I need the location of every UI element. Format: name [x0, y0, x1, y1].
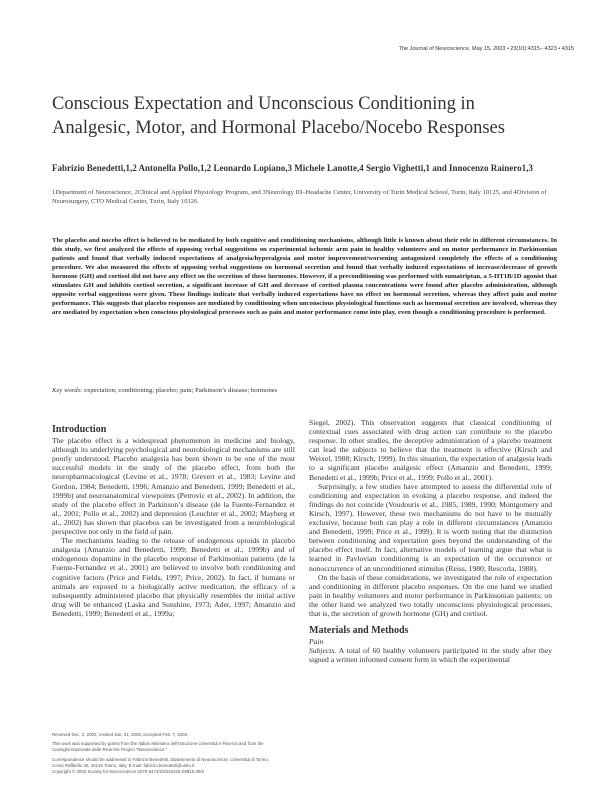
- author-list: Fabrizio Benedetti,1,2 Antonella Pollo,1,2 Leonardo Lopiano,3 Michele Lanotte,4 Sergio Vighetti,1 and Innocenzo Rainero1,3: [52, 163, 533, 173]
- subjects-paragraph: [309, 646, 552, 664]
- running-header: The Journal of Neuroscience, May 15, 2003 • 23(10):4315– 4323 • 4315: [398, 46, 574, 52]
- pain-subheading: Pain: [309, 637, 324, 647]
- body-paragraph: Siegel, 2002). This observation suggests that classical conditioning of contextual cues associated with drug action can contribute to the placebo response. In other studies, the deceptive administration of a placebo treatment can lead the subjects to believe that the treatment is effective (Kirsch and Weixel, 1988; Kirsch, 1999). In this situation, the expectation of analgesia leads to a significant placebo analgesic effect (Amanzio and Benedetti, 1999; Benedetti et al., 1999b; Price et al., 1999; Pollo et al., 2001).: [309, 418, 552, 482]
- footnote-line: Consiglio Nazionale delle Ricerche Project “Neuroscience.”: [52, 747, 167, 753]
- footnote-line: Received Dec. 2, 2002; revised Jan. 31, 2003; accepted Feb. 7, 2003.: [52, 732, 189, 737]
- keywords-label: Key words:: [52, 387, 83, 394]
- abstract: The placebo and nocebo effect is believed to be mediated by both cognitive and conditioning mechanisms, although little is known about their role in different circumstances. In this study, we first analyzed the effects of opposing verbal suggestions on experimental ischemic arm pain in healthy volunteers and on motor performance in Parkinsonian patients and found that verbally induced expectations of analgesia/hyperalgesia and motor improvement/worsening antagonized completely the effects of a conditioning procedure. We also measured the effects of opposing verbal suggestions on hormonal secretion and found that verbally induced expectations of increase/decrease of growth hormone (GH) and cortisol did not have any effect on the secretion of these hormones. However, if a preconditioning was performed with sumatriptan, a 5-HT1B/1D agonist that stimulates GH and inhibits cortisol secretion, a significant increase of GH and decrease of cortisol plasma concentrations were found after placebo administration, although opposite verbal suggestions were given. These findings indicate that verbally induced expectations have no effect on hormonal secretion, whereas they affect pain and motor performance. This suggests that placebo responses are mediated by conditioning when unconscious physiological functions such as hormonal secretion are involved, whereas they are mediated by expectation when conscious physiological processes such as pain and motor performance come into play, even though a conditioning procedure is performed.: [52, 237, 557, 316]
- footnote-line: Copyright © 2003 Society for Neuroscience 0270-6474/03/234315-09$15.00/0: [52, 769, 204, 775]
- keywords: [52, 387, 557, 394]
- footnote-line: This work was supported by grants from the Italian Ministero dell’Istruzione Università e Ricerca and from the: [52, 741, 264, 747]
- keywords-text: expectation; conditioning; placebo; pain; Parkinson’s disease; hormones: [82, 387, 278, 394]
- left-column: [52, 425, 295, 618]
- body-paragraph: Surprisingly, a few studies have attempted to assess the differential role of conditioning and expectation in evoking a placebo response, and indeed the findings do not coincide (Voudouris et al., 1985, 1989, 1990; Montgomery and Kirsch, 1997). However, these two mechanisms do not have to be mutually exclusive, because both can play a role in different circumstances (Amanzio and Benedetti, 1999; Price et al., 1999). It is worth noting that the distinction between conditioning and expectation goes beyond the understanding of the placebo effect itself. In fact, alternative models of learning argue that what is learned in Pavlovian conditioning is an expectation of the occurrence or nonoccurrence of an unconditioned stimulus (Reiss, 1980; Rescorla, 1988).: [309, 481, 552, 573]
- right-column: [309, 418, 552, 664]
- footnote-line: Correspondence should be addressed to Fabrizio Benedetti, Dipartimento di Neuroscienze, Università di Torino,: [52, 756, 269, 762]
- subjects-label: Subjects.: [309, 646, 337, 656]
- footnote-line: Corso Raffaello 30, 10125 Torino, Italy. E-mail: fabrizio.benedetti@unito.it: [52, 762, 195, 768]
- introduction-heading: Introduction: [52, 424, 107, 435]
- subjects-text: A total of 60 healthy volunteers participated in the study after they signed a written informed consent form in which the experimental: [309, 646, 552, 665]
- affiliations: 1Department of Neuroscience, 2Clinical and Applied Physiology Program, and 3Neurology III–Headache Center, University of Turin Medical School, Turin, Italy 10125, and 4Division of Neurosurgery, CTO Medical Center, Turin, Italy 10126: [52, 189, 547, 205]
- methods-heading: Materials and Methods: [309, 625, 409, 637]
- article-title: Conscious Expectation and Unconscious Conditioning in Analgesic, Motor, and Hormonal Placebo/Nocebo Responses: [52, 94, 505, 138]
- footnotes: [52, 732, 302, 775]
- intro-paragraph: The placebo effect is a widespread phenomenon in medicine and biology, although its underlying psychological and neurobiological mechanisms are still poorly understood. Placebo analgesia has been shown to be one of the most successful models in the study of the placebo effect, from both the neuropharmacological (Levine et al., 1978; Grevert et al., 1983; Levine and Gordon, 1984; Benedetti, 1996; Amanzio and Benedetti, 1999; Benedetti et al., 1999b) and neuroanatomical viewpoints (Petrovic et al., 2002). In addition, the study of the placebo effect in Parkinson’s disease (de la Fuente-Fernandez et al., 2001; Pollo et al., 2002) and depression (Leuchter et al., 2002; Mayberg et al., 2002) has shown that placebos can be investigated from a neurobiological perspective not only in the field of pain.: [52, 436, 295, 537]
- body-paragraph: On the basis of these considerations, we investigated the role of expectation and conditioning in different placebo responses. On the one hand we studied pain in healthy volunteers and motor performance in Parkinsonian patients; on the other hand we analyzed two totally unconscious physiological processes, that is, the secretion of growth hormone (GH) and cortisol.: [309, 572, 552, 618]
- intro-paragraph: The mechanisms leading to the release of endogenous opioids in placebo analgesia (Amanzio and Benedetti, 1999; Benedetti et al., 1999b) and of endogenous dopamine in the placebo response of Parkinsonian patients (de la Fuente-Fernandez et al., 2001) are believed to involve both conditioning and cognitive factors (Price and Fields, 1997; Price, 2002). In fact, if humans or animals are exposed to a biologically active medication, the efficacy of a subsequently administered placebo that physically resembles the initial active drug will be enhanced (Laska and Sunshine, 1973; Ader, 1997; Amanzio and Benedetti, 1999; Benedetti et al., 1999a;: [52, 536, 295, 618]
